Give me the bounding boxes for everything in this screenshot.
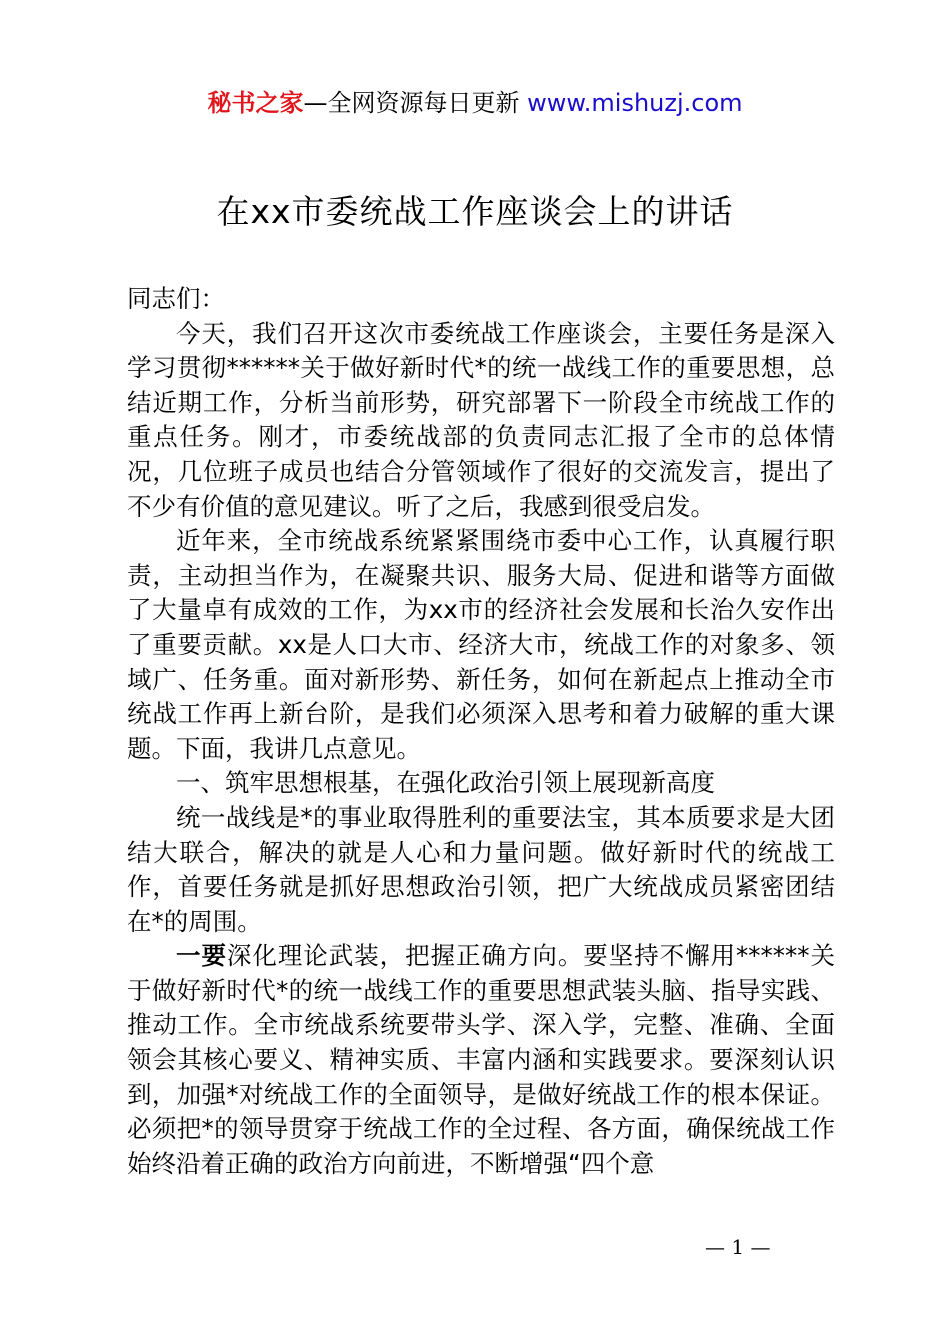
- site-banner: [0, 86, 950, 120]
- page-number: — 1 —: [705, 1235, 771, 1259]
- salutation: 同志们：: [127, 284, 225, 313]
- paragraph-achievements: 近年来，全市统战系统紧紧围绕市委中心工作，认真履行职责，主动担当作为，在凝聚共识、服务大局、促进和谐等方面做了大量卓有成效的工作，为xx市的经济社会发展和长治久安作出了重要贡献。xx是人口大市、经济大市，统战工作的对象多、领域广、任务重。面对新形势、新任务，如何在新起点上推动全市统战工作再上新台阶，是我们必须深入思考和着力破解的重大课题。下面，我讲几点意见。: [127, 526, 835, 763]
- brand-name: 秘书之家: [207, 89, 304, 117]
- banner-tagline: —全网资源每日更新: [303, 89, 528, 117]
- point-lead: 一要: [176, 941, 227, 971]
- banner-url-link[interactable]: www.mishuzj.com: [527, 89, 743, 117]
- section-heading-1: 一、筑牢思想根基，在强化政治引领上展现新高度: [176, 768, 715, 798]
- paragraph-united-front: 统一战线是*的事业取得胜利的重要法宝，其本质要求是大团结大联合，解决的就是人心和力量问题。做好新时代的统战工作，首要任务就是抓好思想政治引领，把广大统战成员紧密团结在*的周围。: [127, 802, 835, 936]
- paragraph-intro: 今天，我们召开这次市委统战工作座谈会，主要任务是深入学习贯彻******关于做好新时代*的统一战线工作的重要思想，总结近期工作，分析当前形势，研究部署下一阶段全市统战工作的重点任务。刚才，市委统战部的负责同志汇报了全市的总体情况，几位班子成员也结合分管领域作了很好的交流发言，提出了不少有价值的意见建议。听了之后，我感到很受启发。: [127, 318, 835, 521]
- document-body: [127, 282, 835, 1181]
- document-title: 在xx市委统战工作座谈会上的讲话: [216, 192, 734, 231]
- paragraph-point-one: [127, 939, 835, 1181]
- point-text: 深化理论武装，把握正确方向。要坚持不懈用******关于做好新时代*的统一战线工作的重要思想武装头脑、指导实践、推动工作。全市统战系统要带头学、深入学，完整、准确、全面领会其核心要义、精神实质、丰富内涵和实践要求。要深刻认识到，加强*对统战工作的全面领导，是做好统战工作的根本保证。必须把*的领导贯穿于统战工作的全过程、各方面，确保统战工作始终沿着正确的政治方向前进，不断增强“四个意: [127, 941, 836, 1178]
